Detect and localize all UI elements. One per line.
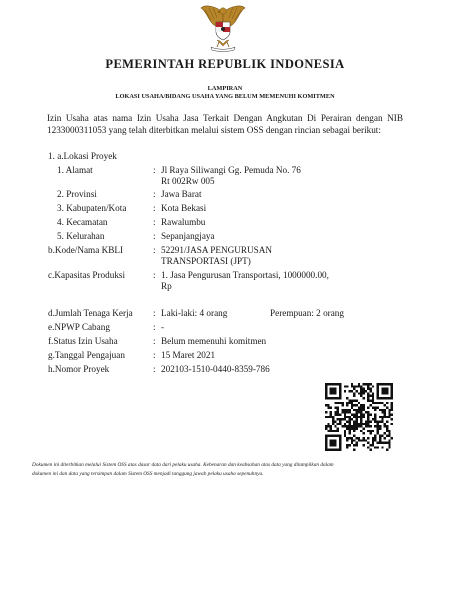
page-title: PEMERINTAH REPUBLIK INDONESIA [105, 57, 345, 71]
colon: : [153, 189, 156, 199]
footer-disclaimer [32, 461, 422, 479]
colon: : [153, 350, 156, 360]
alamat-label: 1. Alamat [57, 165, 93, 175]
colon: : [153, 217, 156, 227]
provinsi-value: Jawa Barat [161, 189, 202, 199]
lampiran-subtitle: LOKASI USAHA/BIDANG USAHA YANG BELUM MEMENUHI KOMITMEN [115, 93, 335, 100]
tenaga-kerja-laki: Laki-laki: 4 orang [161, 308, 228, 318]
nomor-label: h.Nomor Proyek [48, 364, 110, 374]
kbli-value-line1: 52291/JASA PENGURUSAN [161, 245, 273, 255]
kapasitas-label: c.Kapasitas Produksi [48, 270, 126, 280]
kecamatan-label: 4. Kecamatan [57, 217, 108, 227]
kabupaten-label: 3. Kabupaten/Kota [57, 203, 127, 213]
npwp-value: - [161, 322, 165, 332]
footer-line1: Dokumen ini diterbitkan melalui Sistem OSS atas dasar data dari pelaku usaha. Kebenaran dan keabsahan atas data yang ditampilkan dalam [32, 462, 334, 468]
kapasitas-value-line1: 1. Jasa Pengurusan Transportasi, 1000000.00, [161, 270, 329, 280]
garuda-emblem-icon [199, 2, 247, 52]
colon: : [153, 203, 156, 213]
colon: : [153, 322, 156, 332]
colon: : [153, 165, 156, 175]
tenaga-kerja-label: d.Jumlah Tenaga Kerja [48, 308, 133, 318]
kbli-label: b.Kode/Nama KBLI [48, 245, 124, 255]
footer-line2: dokumen ini dan data yang tersimpan dalam Sistem OSS menjadi tanggung jawab pelaku usaha sepenuhnya. [32, 471, 264, 477]
status-value: Belum memenuhi komitmen [161, 336, 267, 346]
lampiran-label: LAMPIRAN [207, 85, 243, 92]
kecamatan-value: Rawalumbu [161, 217, 206, 227]
provinsi-label: 2. Provinsi [57, 189, 97, 199]
tanggal-label: g.Tanggal Pengajuan [48, 350, 125, 360]
tenaga-kerja-perempuan: Perempuan: 2 orang [270, 308, 344, 318]
kelurahan-label: 5. Kelurahan [57, 231, 105, 241]
colon: : [153, 231, 156, 241]
colon: : [153, 364, 156, 374]
colon: : [153, 336, 156, 346]
nomor-value: 202103-1510-0440-8359-786 [161, 364, 270, 374]
intro-paragraph: Izin Usaha atas nama Izin Usaha Jasa Terkait Dengan Angkutan Di Perairan dengan NIB 1233000311053 yang telah diterbitkan melalui sistem OSS dengan rincian sebagai berikut: [47, 113, 403, 135]
alamat-value-line2: Rt 002Rw 005 [161, 176, 215, 186]
npwp-label: e.NPWP Cabang [48, 322, 110, 332]
kabupaten-value: Kota Bekasi [161, 203, 207, 213]
alamat-value-line1: Jl Raya Siliwangi Gg. Pemuda No. 76 [161, 165, 301, 175]
lokasi-heading: 1. a.Lokasi Proyek [48, 151, 117, 161]
status-label: f.Status Izin Usaha [48, 336, 118, 346]
kelurahan-value: Sepanjangjaya [161, 231, 215, 241]
kapasitas-value-line2: Rp [161, 281, 172, 291]
colon: : [153, 308, 156, 318]
colon: : [153, 245, 156, 255]
kbli-value-line2: TRANSPORTASI (JPT) [161, 256, 251, 266]
colon: : [153, 270, 156, 280]
tanggal-value: 15 Maret 2021 [161, 350, 216, 360]
lampiran-heading [0, 85, 450, 101]
qr-code-icon [325, 383, 393, 451]
